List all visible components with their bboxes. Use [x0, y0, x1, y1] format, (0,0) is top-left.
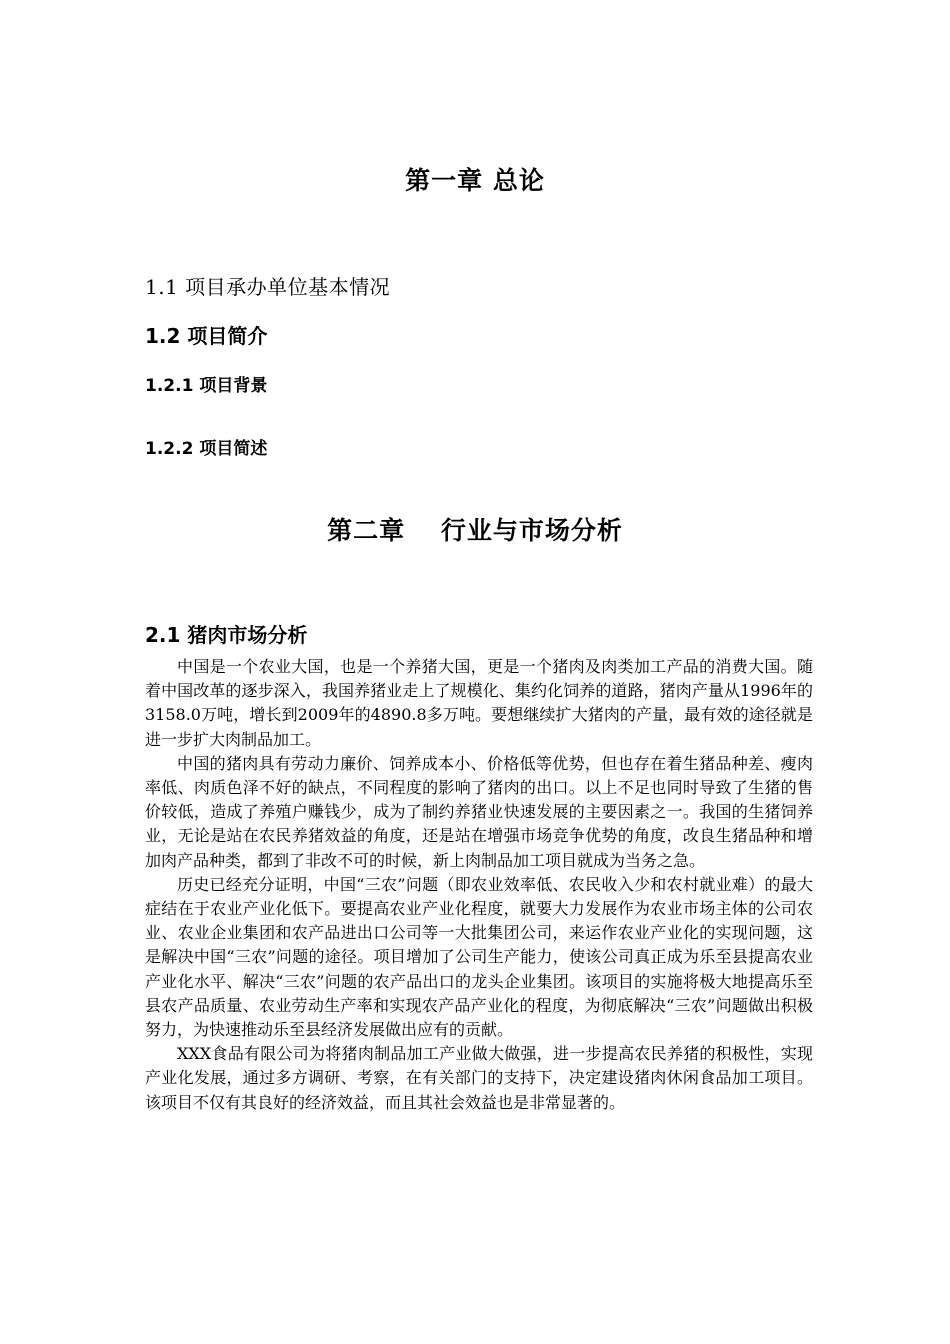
section-1-2-heading: 1.2 项目简介 [145, 324, 268, 348]
section-2-1-body [145, 655, 813, 1115]
body-paragraph-1: 中国是一个农业大国，也是一个养猪大国，更是一个猪肉及肉类加工产品的消费大国。随着中国改革的逐步深入，我国养猪业走上了规模化、集约化饲养的道路，猪肉产量从1996年的3158.0万吨，增长到2009年的4890.8多万吨。要想继续扩大猪肉的产量，最有效的途径就是进一步扩大肉制品加工。 [145, 657, 813, 749]
body-paragraph-2: 中国的猪肉具有劳动力廉价、饲养成本小、价格低等优势，但也存在着生猪品种差、瘦肉率低、肉质色泽不好的缺点，不同程度的影响了猪肉的出口。以上不足也同时导致了生猪的售价较低，造成了养殖户赚钱少，成为了制约养猪业快速发展的主要因素之一。我国的生猪饲养业，无论是站在农民养猪效益的角度，还是站在增强市场竞争优势的角度，改良生猪品种和增加肉产品种类，都到了非改不可的时候，新上肉制品加工项目就成为当务之急。 [145, 753, 813, 870]
body-paragraph-3: 历史已经充分证明，中国“三农”问题（即农业效率低、农民收入少和农村就业难）的最大症结在于农业产业化低下。要提高农业产业化程度，就要大力发展作为农业市场主体的公司农业、农业企业集团和农产品进出口公司等一大批集团公司，来运作农业产业化的实现问题，这是解决中国“三农”问题的途径。项目增加了公司生产能力，使该公司真正成为乐至县提高农业产业化水平、解决“三农”问题的农产品出口的龙头企业集团。该项目的实施将极大地提高乐至县农产品质量、农业劳动生产率和实现农产品产业化的程度，为彻底解决“三农”问题做出积极努力，为快速推动乐至县经济发展做出应有的贡献。 [145, 874, 813, 1040]
chapter-1-title: 第一章 总论 [405, 166, 545, 195]
section-1-2-1-heading: 1.2.1 项目背景 [145, 376, 268, 396]
section-2-1-heading: 2.1 猪肉市场分析 [145, 623, 308, 647]
section-1-1-heading: 1.1 项目承办单位基本情况 [145, 275, 391, 299]
chapter-2-title: 第二章 行业与市场分析 [327, 516, 623, 545]
section-1-2-2-heading: 1.2.2 项目简述 [145, 439, 268, 459]
body-paragraph-4: XXX食品有限公司为将猪肉制品加工产业做大做强，进一步提高农民养猪的积极性，实现产业化发展，通过多方调研、考察，在有关部门的支持下，决定建设猪肉休闲食品加工项目。该项目不仅有其良好的经济效益，而且其社会效益也是非常显著的。 [145, 1044, 813, 1112]
